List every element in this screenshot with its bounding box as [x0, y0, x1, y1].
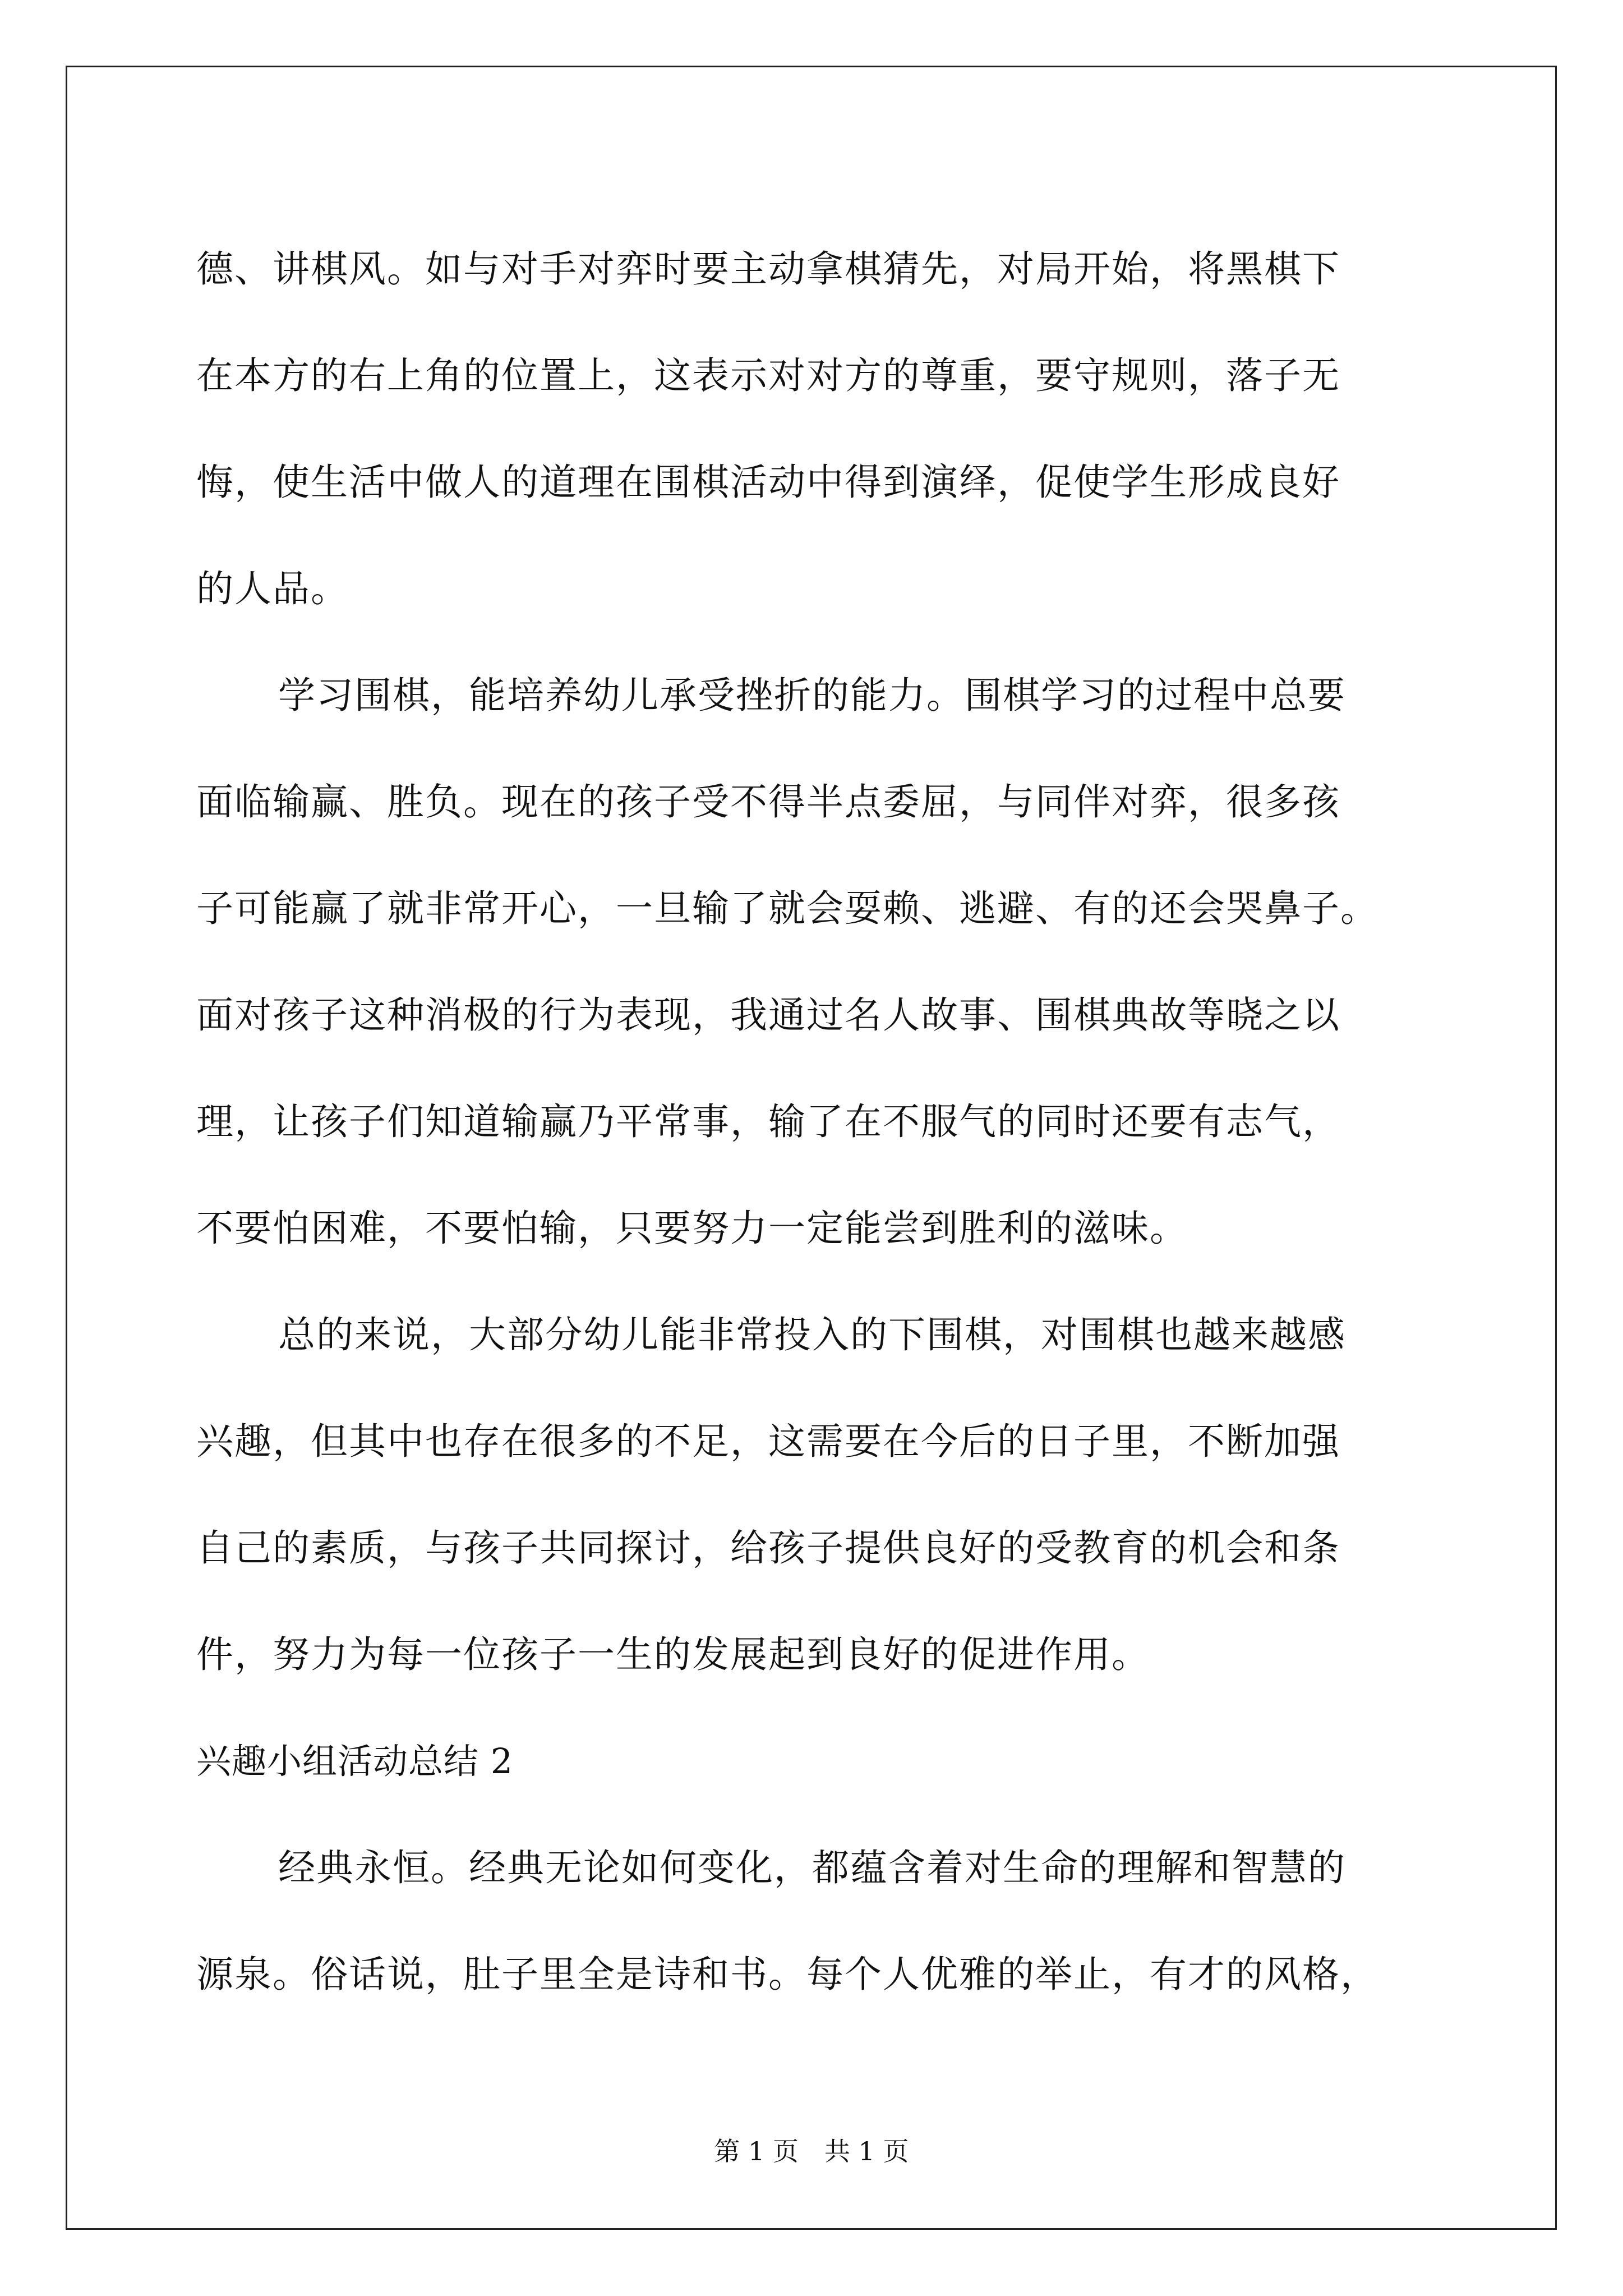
body-line-9: 理，让孩子们知道输赢乃平常事，输了在不服气的同时还要有志气， — [196, 1100, 1340, 1143]
page-number: 第 1 页 — [714, 2136, 799, 2166]
page-total: 共 1 页 — [824, 2136, 909, 2166]
body-line-6: 面临输赢、胜负。现在的孩子受不得半点委屈，与同伴对弈，很多孩 — [196, 780, 1340, 823]
body-line-16: 经典永恒。经典无论如何变化，都蕴含着对生命的理解和智慧的 — [278, 1846, 1346, 1889]
body-line-1: 德、讲棋风。如与对手对弈时要主动拿棋猜先，对局开始，将黑棋下 — [196, 247, 1340, 291]
page-footer — [0, 2134, 1623, 2168]
body-line-14: 件，努力为每一位孩子一生的发展起到良好的促进作用。 — [196, 1633, 1150, 1676]
section-heading: 兴趣小组活动总结 2 — [196, 1741, 514, 1782]
body-line-7: 子可能赢了就非常开心，一旦输了就会耍赖、逃避、有的还会哭鼻子。 — [196, 887, 1378, 930]
body-line-4: 的人品。 — [196, 567, 349, 610]
body-line-5: 学习围棋，能培养幼儿承受挫折的能力。围棋学习的过程中总要 — [278, 674, 1346, 717]
body-line-13: 自己的素质，与孩子共同探讨，给孩子提供良好的受教育的机会和条 — [196, 1526, 1340, 1570]
body-line-11: 总的来说，大部分幼儿能非常投入的下围棋，对围棋也越来越感 — [278, 1313, 1346, 1356]
body-line-10: 不要怕困难，不要怕输，只要努力一定能尝到胜利的滋味。 — [196, 1207, 1188, 1250]
body-line-17: 源泉。俗话说，肚子里全是诗和书。每个人优雅的举止，有才的风格， — [196, 1953, 1378, 1996]
body-line-3: 悔，使生活中做人的道理在围棋活动中得到演绎，促使学生形成良好 — [196, 461, 1340, 504]
body-line-12: 兴趣，但其中也存在很多的不足，这需要在今后的日子里，不断加强 — [196, 1420, 1340, 1463]
body-line-2: 在本方的右上角的位置上，这表示对对方的尊重，要守规则，落子无 — [196, 354, 1340, 397]
body-line-8: 面对孩子这种消极的行为表现，我通过名人故事、围棋典故等晓之以 — [196, 993, 1340, 1037]
document-body — [196, 216, 1458, 2028]
